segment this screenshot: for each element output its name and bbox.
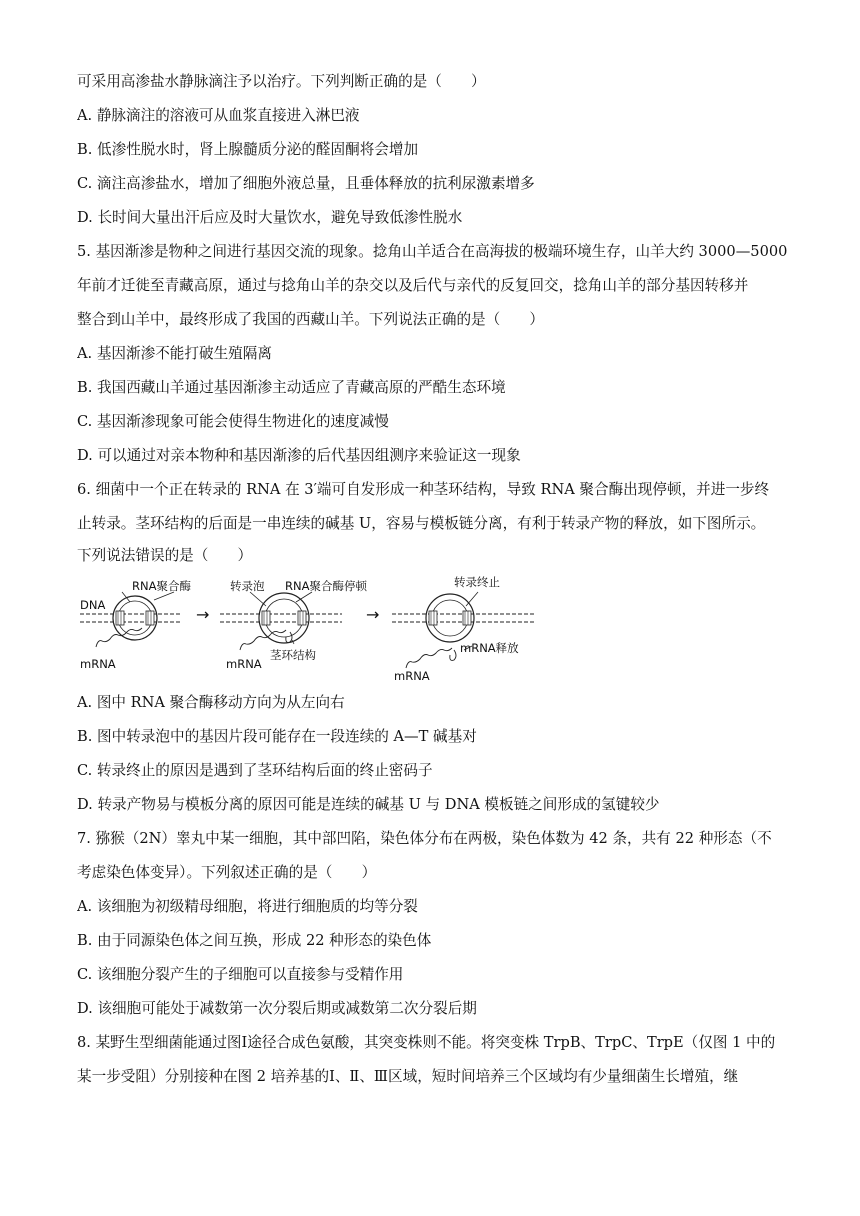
q7-stem-line-2: 考虑染色体变异）。下列叙述正确的是（ ） — [77, 864, 377, 881]
q5-stem-line-2: 年前才迁徙至青藏高原，通过与捻角山羊的杂交以及后代与亲代的反复回交，捻角山羊的部分基因转移并 — [77, 277, 749, 294]
q8-stem-line-1: 8. 某野生型细菌能通过图Ⅰ途径合成色氨酸，其突变株则不能。将突变株 TrpB、TrpC、TrpE（仅图 1 中的 — [77, 1034, 776, 1051]
q7-option-a: A. 该细胞为初级精母细胞，将进行细胞质的均等分裂 — [77, 898, 418, 915]
q4-option-b: B. 低渗性脱水时，肾上腺髓质分泌的醛固酮将会增加 — [77, 141, 419, 158]
q4-option-a: A. 静脉滴注的溶液可从血浆直接进入淋巴液 — [77, 107, 360, 124]
termination-label: 转录终止 — [454, 575, 500, 589]
q5-option-b: B. 我国西藏山羊通过基因渐渗主动适应了青藏高原的严酷生态环境 — [77, 379, 506, 396]
arrow-2: → — [366, 605, 380, 624]
rna-polymerase-pause-label: RNA聚合酶停顿 — [285, 579, 367, 593]
q4-option-d: D. 长时间大量出汗后应及时大量饮水，避免导致低渗性脱水 — [77, 209, 463, 226]
q5-stem-line-3: 整合到山羊中，最终形成了我国的西藏山羊。下列说法正确的是（ ） — [77, 311, 545, 328]
q6-option-d: D. 转录产物易与模板分离的原因可能是连续的碱基 U 与 DNA 模板链之间形成的氢键较少 — [77, 796, 660, 813]
q5-stem-line-1: 5. 基因渐渗是物种之间进行基因交流的现象。捻角山羊适合在高海拔的极端环境生存，山羊大约 3000—5000 — [77, 243, 787, 260]
rna-polymerase-label: RNA聚合酶 — [132, 579, 191, 593]
q6-stem-line-3: 下列说法错误的是（ ） — [77, 547, 253, 564]
arrow-1: → — [196, 605, 210, 624]
panel-3 — [392, 575, 535, 683]
q6-option-a: A. 图中 RNA 聚合酶移动方向为从左向右 — [77, 694, 345, 711]
q4-option-c: C. 滴注高渗盐水，增加了细胞外液总量，且垂体释放的抗利尿激素增多 — [77, 175, 535, 192]
q6-stem-line-2: 止转录。茎环结构的后面是一串连续的碱基 U，容易与模板链分离，有利于转录产物的释放，如下图所示。 — [77, 515, 766, 532]
dna-label: DNA — [80, 598, 106, 612]
question-4-stem-end: 可采用高渗盐水静脉滴注予以治疗。下列判断正确的是（ ） — [77, 73, 486, 90]
stem-loop-label: 茎环结构 — [270, 648, 316, 662]
q7-stem-line-1: 7. 猕猴（2N）睾丸中某一细胞，其中部凹陷，染色体分布在两极，染色体数为 42 条，共有 22 种形态（不 — [77, 830, 772, 847]
mrna-release-label: mRNA释放 — [460, 641, 519, 655]
mrna-label-2: mRNA — [226, 657, 262, 671]
q5-option-a: A. 基因渐渗不能打破生殖隔离 — [77, 345, 272, 362]
panel-2 — [220, 579, 367, 671]
q6-option-c: C. 转录终止的原因是遇到了茎环结构后面的终止密码子 — [77, 762, 433, 779]
q5-option-c: C. 基因渐渗现象可能会使得生物进化的速度减慢 — [77, 413, 389, 430]
q8-stem-line-2: 某一步受阻）分别接种在图 2 培养基的Ⅰ、Ⅱ、Ⅲ区域，短时间培养三个区域均有少量细菌生长增殖，继 — [77, 1068, 739, 1085]
q6-option-b: B. 图中转录泡中的基因片段可能存在一段连续的 A—T 碱基对 — [77, 728, 477, 745]
q7-option-b: B. 由于同源染色体之间互换，形成 22 种形态的染色体 — [77, 932, 432, 949]
q7-option-d: D. 该细胞可能处于减数第一次分裂后期或减数第二次分裂后期 — [77, 1000, 477, 1017]
q7-option-c: C. 该细胞分裂产生的子细胞可以直接参与受精作用 — [77, 966, 404, 983]
mrna-label-1: mRNA — [80, 657, 116, 671]
transcription-bubble-label: 转录泡 — [230, 579, 265, 593]
panel-1 — [80, 579, 191, 671]
stem-loop-shape — [286, 632, 292, 642]
transcription-termination-figure — [80, 572, 540, 684]
mrna-label-3: mRNA — [394, 669, 430, 683]
q6-stem-line-1: 6. 细菌中一个正在转录的 RNA 在 3′端可自发形成一种茎环结构，导致 RNA 聚合酶出现停顿，并进一步终 — [77, 481, 770, 498]
q5-option-d: D. 可以通过对亲本物种和基因渐渗的后代基因组测序来验证这一现象 — [77, 447, 521, 464]
